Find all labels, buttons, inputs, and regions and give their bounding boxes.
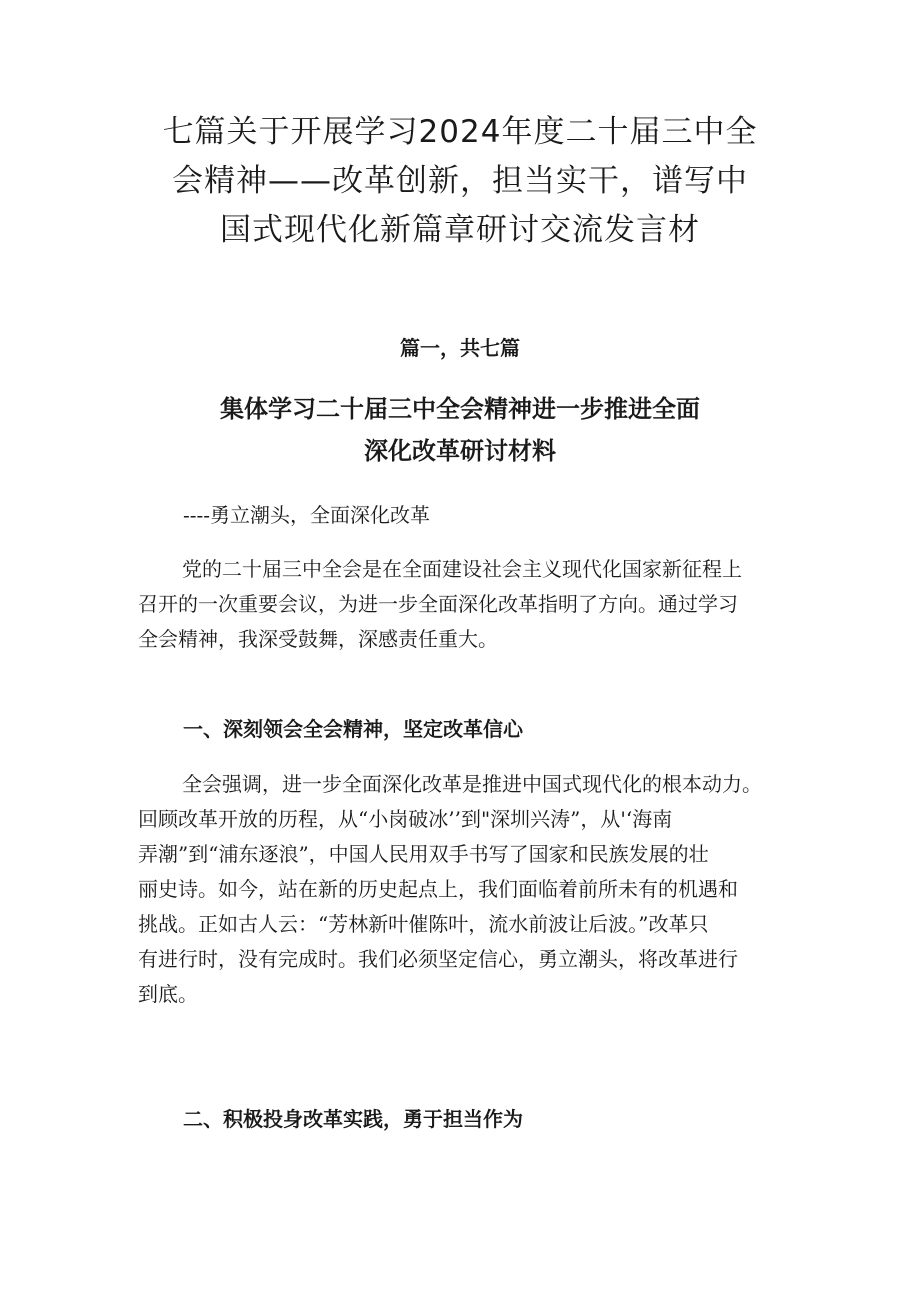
- main-title-line: 会精神——改革创新，担当实干，谱写中: [172, 163, 748, 199]
- paragraph-line: 党的二十届三中全会是在全面建设社会主义现代化国家新征程上: [182, 557, 742, 581]
- paragraph-line: 丽史诗。如今，站在新的历史起点上，我们面临着前所未有的机遇和: [138, 877, 738, 901]
- article-title: [0, 388, 920, 472]
- section-heading-2: 二、积极投身改革实践，勇于担当作为: [183, 1107, 523, 1131]
- main-title: [120, 108, 800, 255]
- main-title-line: 国式现代化新篇章研讨交流发言材: [220, 212, 700, 248]
- paragraph-line: 回顾改革开放的历程，从“小岗破冰’’到"深圳兴涛”，从'‘海南: [138, 807, 673, 831]
- paragraph-line: 全会强调，进一步全面深化改革是推进中国式现代化的根本动力。: [182, 772, 762, 796]
- paragraph-intro: [138, 552, 798, 657]
- section-heading-1: 一、深刻领会全会精神，坚定改革信心: [183, 717, 523, 741]
- tagline: ----勇立潮头，全面深化改革: [183, 503, 431, 527]
- paragraph-section-1: [138, 767, 798, 1012]
- paragraph-line: 挑战。正如古人云：“芳林新叶催陈叶，流水前波让后波。”改革只: [138, 912, 709, 936]
- article-title-line: 集体学习二十届三中全会精神进一步推进全面: [220, 395, 700, 423]
- paragraph-line: 到底。: [138, 982, 198, 1006]
- paragraph-line: 有进行时，没有完成时。我们必须坚定信心，勇立潮头，将改革进行: [138, 947, 738, 971]
- section-subtitle: 篇一，共七篇: [400, 336, 520, 360]
- article-title-line: 深化改革研讨材料: [364, 437, 556, 465]
- paragraph-line: 召开的一次重要会议，为进一步全面深化改革指明了方向。通过学习: [138, 592, 738, 616]
- paragraph-line: 弄潮”到“浦东逐浪”，中国人民用双手书写了国家和民族发展的壮: [138, 842, 709, 866]
- main-title-line: 七篇关于开展学习2024年度二十届三中全: [162, 114, 758, 150]
- paragraph-line: 全会精神，我深受鼓舞，深感责任重大。: [138, 627, 498, 651]
